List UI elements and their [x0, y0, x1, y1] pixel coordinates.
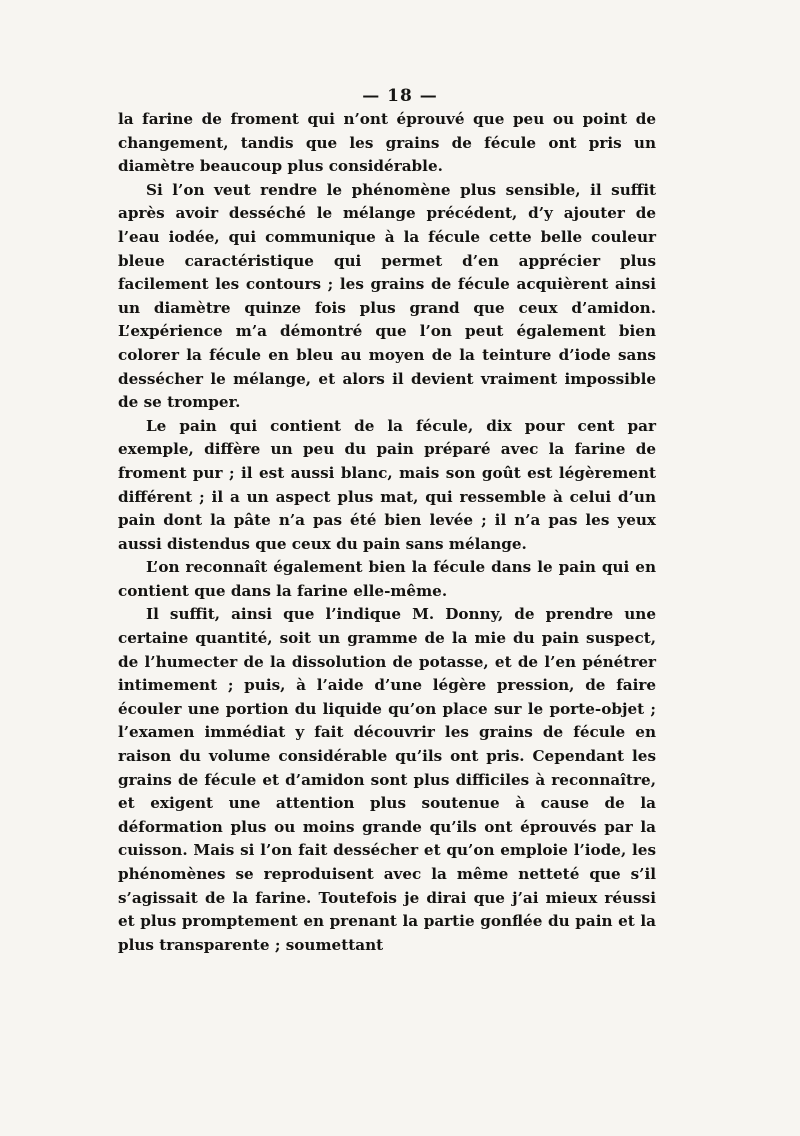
paragraph-bread-detection: L’on reconnaît également bien la fécule dans le pain qui en contient que dans la farine elle-même. [118, 558, 656, 600]
paragraph-continuation: la farine de froment qui n’ont éprouvé que peu ou point de changement, tandis que les grains de fécule ont pris un diamètre beaucoup plus considérable. [118, 110, 656, 176]
page-number: — 18 — [362, 86, 438, 106]
paragraph-donny-method: Il suffit, ainsi que l’indique M. Donny, de prendre une certaine quantité, soit un gramme de la mie du pain suspect, de l’humecter de la dissolution de potasse, et de l’en pénétrer intimement ; puis, à l’aide d’une légère pression, de faire écouler une portion du liquide qu’on place sur le porte-objet ; l’examen immédiat y fait découvrir les grains de fécule en raison du volume considérable qu’ils ont pris. Cependant les grains de fécule et d’amidon sont plus difficiles à reconnaître, et exigent une attention plus soutenue à cause de la déformation plus ou moins grande qu’ils ont éprouvés par la cuisson. Mais si l’on fait dessécher et qu’on emploie l’iode, les phénomènes se reproduisent avec la même netteté que s’il s’agissait de la farine. Toutefois je dirai que j’ai mieux réussi et plus promptement en prenant la partie gonflée du pain et la plus transparente ; soumettant [118, 605, 656, 954]
body-text [118, 108, 656, 957]
paragraph-bread-appearance: Le pain qui contient de la fécule, dix pour cent par exemple, diffère un peu du pain préparé avec la farine de froment pur ; il est aussi blanc, mais son goût est légèrement différent ; il a un aspect plus mat, qui ressemble à celui d’un pain dont la pâte n’a pas été bien levée ; il n’a pas les yeux aussi distendus que ceux du pain sans mélange. [118, 416, 656, 553]
paragraph-iodine-test: Si l’on veut rendre le phénomène plus sensible, il suffit après avoir desséché le mélange précédent, d’y ajouter de l’eau iodée, qui communique à la fécule cette belle couleur bleue caractéristique qui permet d’en apprécier plus facilement les contours ; les grains de fécule acquièrent ainsi un diamètre quinze fois plus grand que ceux d’amidon. L’expérience m’a démontré que l’on peut également bien colorer la fécule en bleu au moyen de la teinture d’iode sans dessécher le mélange, et alors il devient vraiment impossible de se tromper. [118, 180, 656, 412]
